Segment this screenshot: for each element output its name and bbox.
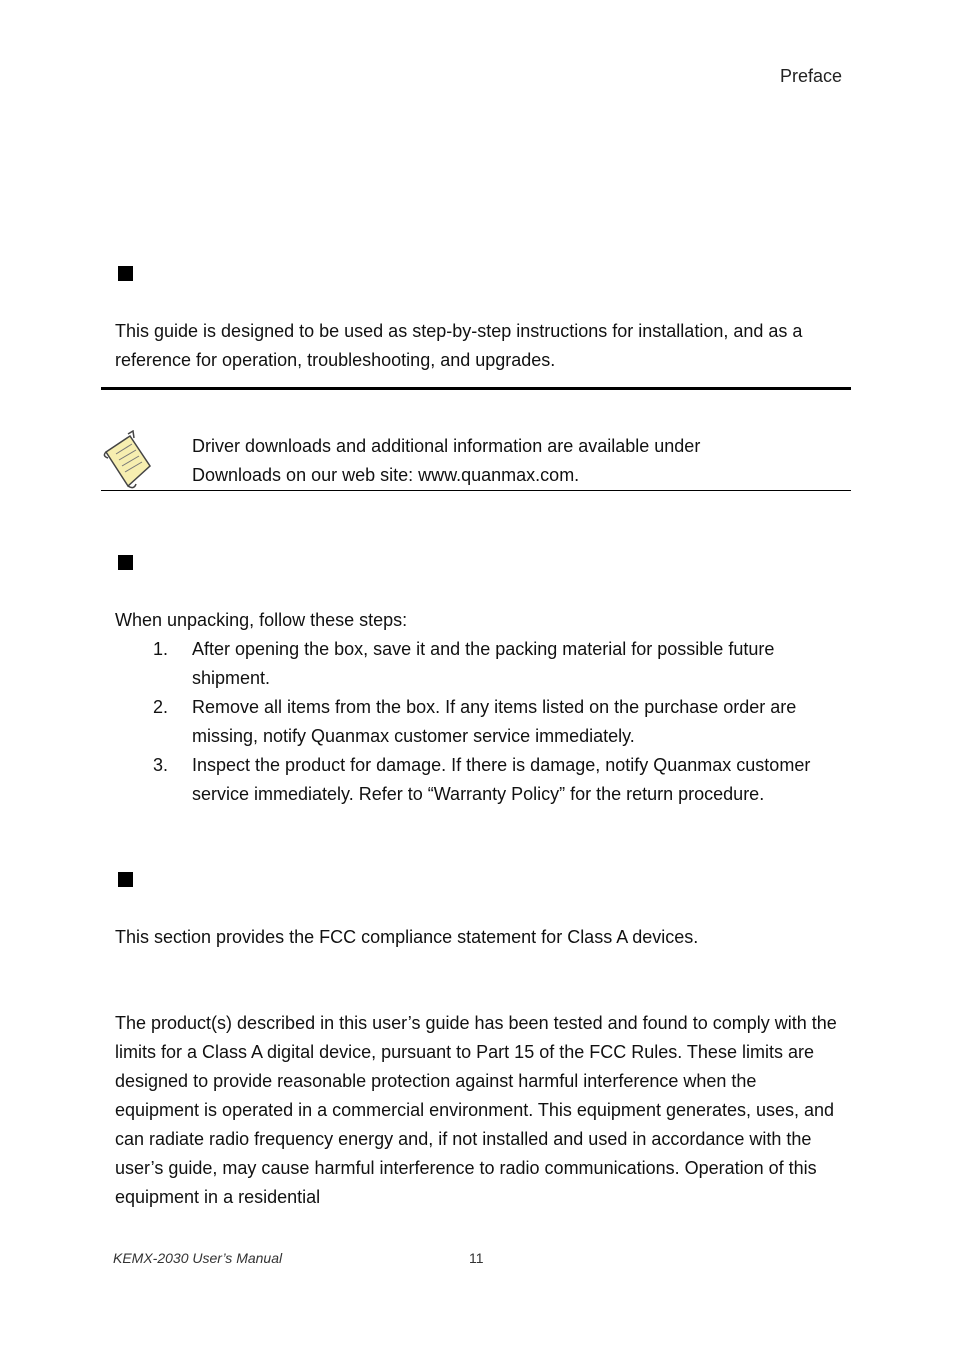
list-item [115,635,845,693]
section-bullet [118,555,133,570]
guide-paragraph: This guide is designed to be used as step-by-step instructions for installation, and as a reference for operation, troubleshooting, and upgrades. [115,321,803,370]
list-item [115,751,845,809]
step-number: 3. [153,755,169,775]
step-number: 2. [153,697,169,717]
note-paper-icon [100,430,160,492]
footer-page-number: 11 [469,1250,484,1266]
note-line-1: Driver downloads and additional information are available under [192,436,701,456]
footer-manual-title: KEMX-2030 User’s Manual [113,1250,283,1266]
note-text [192,432,832,490]
divider-thick [101,387,851,390]
step-text: Remove all items from the box. If any items listed on the purchase order are missing, notify Quanmax customer service immediately. [192,697,797,746]
step-text: After opening the box, save it and the packing material for possible future shipment. [192,639,775,688]
fcc-intro: This section provides the FCC compliance statement for Class A devices. [115,927,699,947]
unpacking-steps [115,635,845,809]
step-number: 1. [153,639,169,659]
section-bullet [118,872,133,887]
section-bullet [118,266,133,281]
fcc-statement: The product(s) described in this user’s guide has been tested and found to comply with the limits for a Class A digital device, pursuant to Part 15 of the FCC Rules. These limits are designed to provide reasonable protection against harmful interference when the equipment is operated in a commercial environment. This equipment generates, uses, and can radiate radio frequency energy and, if not installed and used in accordance with the user’s guide, may cause harmful interference to radio communications. Operation of this equipment in a residential [115,1013,837,1207]
list-item [115,693,845,751]
section-header-label: Preface [780,66,843,86]
unpacking-intro: When unpacking, follow these steps: [115,610,408,630]
step-text: Inspect the product for damage. If there is damage, notify Quanmax customer service immediately. Refer to “Warranty Policy” for the return procedure. [192,755,811,804]
note-line-2: Downloads on our web site: www.quanmax.com. [192,465,580,485]
divider-thin [101,490,851,491]
